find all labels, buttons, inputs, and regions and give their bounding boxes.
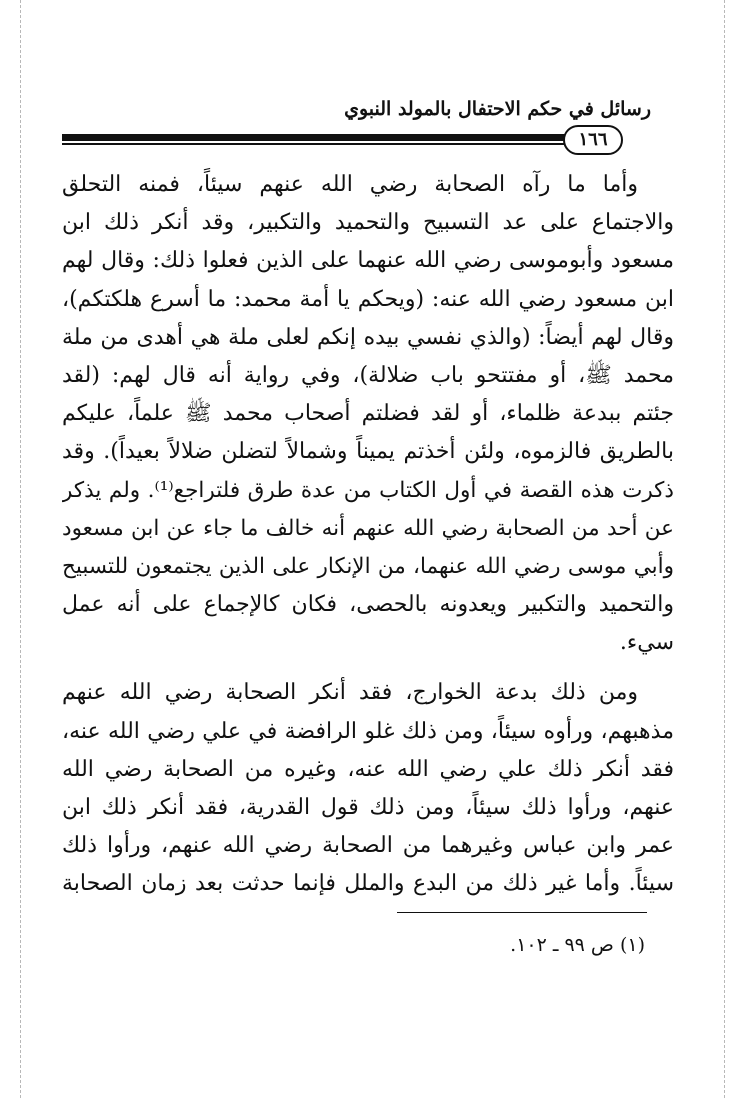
text-line: وأبي موسى رضي الله عنهما، من الإنكار على الذين يجتمعون للتسبيح — [62, 553, 674, 579]
text-line: وقال لهم أيضاً: (والذي نفسي بيده إنكم لعلى ملة هي أهدى من ملة — [62, 324, 674, 350]
body-text — [62, 166, 674, 904]
text-line: والتحميد والتكبير ويعدونه بالحصى، فكان كالإجماع على أنه عمل — [62, 592, 674, 618]
text-line: وأما ما رآه الصحابة رضي الله عنهم سيئاً، فمنه التحلق — [62, 172, 638, 197]
text-line: عنهم، ورأوا ذلك سيئاً، ومن ذلك قول القدرية، فقد أنكر ذلك ابن — [62, 795, 674, 820]
text-line: فقد أنكر ذلك علي رضي الله عنه، وغيره من الصحابة رضي الله — [62, 756, 674, 782]
page-edge-right — [724, 0, 725, 1098]
text-line: عن أحد من الصحابة رضي الله عنهم أنه خالف ما جاء عن ابن مسعود — [62, 515, 674, 541]
text-line: جئتم ببدعة ظلماء، أو لقد فضلتم أصحاب محمد ﷺ علماً، عليكم — [62, 401, 674, 427]
text-line: ومن ذلك بدعة الخوارج، فقد أنكر الصحابة رضي الله عنهم — [62, 680, 638, 706]
paragraph-gap — [62, 662, 674, 674]
header-rule-thick — [62, 134, 610, 141]
text-line: سيئاً. وأما غير ذلك من البدع والملل فإنما حدثت بعد زمان الصحابة — [62, 871, 674, 897]
text-line: بالطريق فالزموه، ولئن أخذتم يميناً وشمالاً لتضلن ضلالاً بعيداً). وقد — [62, 439, 674, 465]
page-number: ١٦٦ — [563, 125, 623, 155]
text-line: ابن مسعود رضي الله عنه: (ويحكم يا أمة محمد: ما أسرع هلكتكم)، — [62, 286, 674, 312]
paragraph-1 — [62, 166, 674, 662]
running-title: رسائل في حكم الاحتفال بالمولد النبوي — [344, 98, 651, 120]
text-line: مذهبهم، ورأوه سيئاً، ومن ذلك غلو الرافضة في علي رضي الله عنه، — [62, 718, 674, 744]
paragraph-2 — [62, 674, 674, 903]
text-line: عمر وابن عباس وغيرهما من الصحابة رضي الله عنهم، ورأوا ذلك — [62, 833, 674, 859]
footnote-separator — [397, 912, 647, 913]
text-line: محمد ﷺ، أو مفتتحو باب ضلالة)، وفي رواية أنه قال لهم: (لقد — [62, 362, 674, 388]
header-rule-thin — [62, 143, 610, 145]
text-line: سيء. — [619, 630, 674, 656]
text-line: والاجتماع على عد التسبيح والتحميد والتكبير، وقد أنكر ذلك ابن — [62, 210, 674, 236]
page-edge-left — [20, 0, 21, 1098]
footnote: (١) ص ٩٩ ـ ١٠٢. — [510, 934, 645, 956]
text-line: مسعود وأبوموسى رضي الله عنهما على الذين فعلوا ذلك: وقال لهم — [62, 248, 674, 274]
text-line: ذكرت هذه القصة في أول الكتاب من عدة طرق فلتراجع⁽¹⁾. ولم يذكر — [62, 477, 674, 503]
